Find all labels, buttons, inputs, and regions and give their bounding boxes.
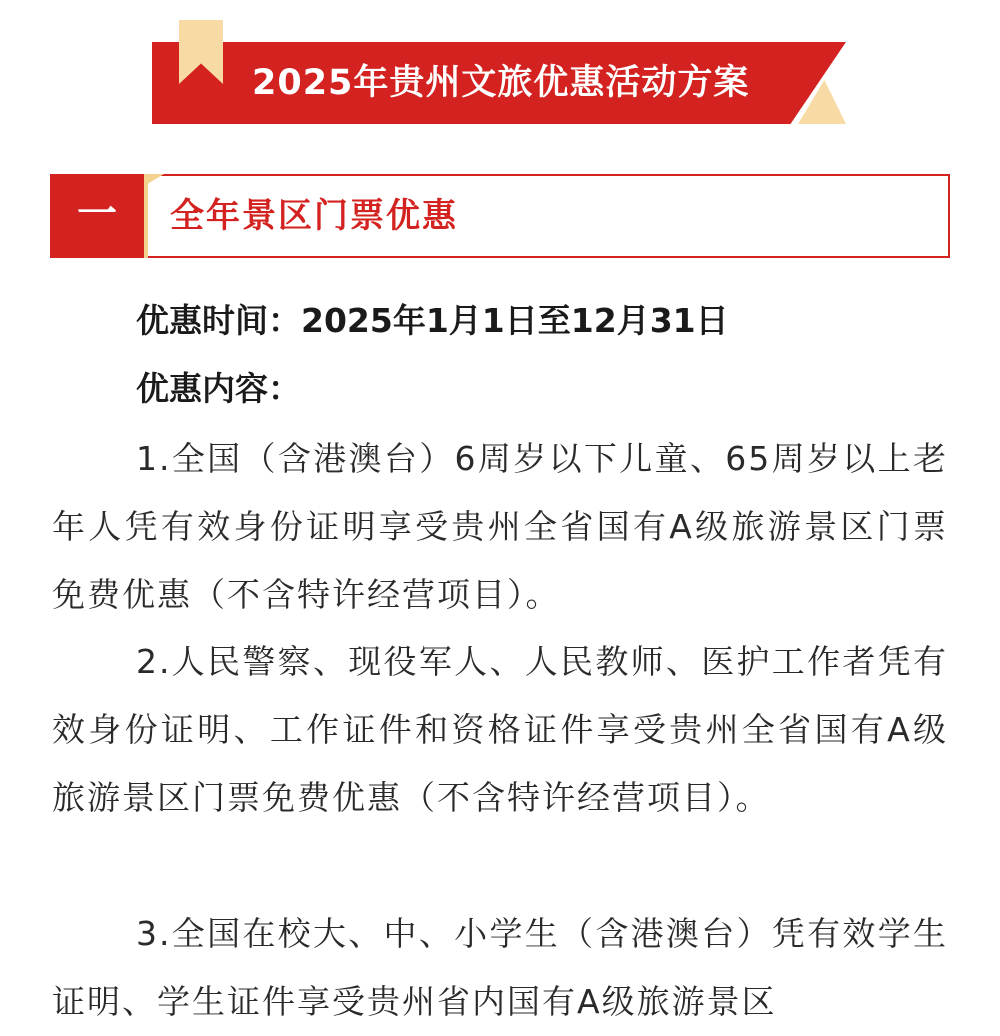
section-header	[50, 174, 950, 258]
discount-content-label: 优惠内容：	[136, 369, 301, 408]
page-title: 2025年贵州文旅优惠活动方案	[252, 63, 750, 103]
section-title: 全年景区门票优惠	[170, 196, 458, 236]
paragraph-1: 1.全国（含港澳台）6周岁以下儿童、65周岁以上老年人凭有效身份证明享受贵州全省国有A级旅游景区门票免费优惠（不含特许经营项目）。	[52, 439, 948, 614]
discount-labels	[136, 296, 936, 432]
section-accent-bar	[144, 174, 148, 258]
paragraph-3: 3.全国在校大、中、小学生（含港澳台）凭有效学生证明、学生证件享受贵州省内国有A级旅游景区	[52, 914, 948, 1021]
section-accent-corner	[144, 174, 164, 186]
title-banner	[152, 42, 846, 124]
section-number: 一	[50, 174, 144, 258]
paragraph-2: 2.人民警察、现役军人、人民教师、医护工作者凭有效身份证明、工作证件和资格证件享受贵州全省国有A级旅游景区门票免费优惠（不含特许经营项目）。	[52, 642, 948, 817]
discount-time-label: 优惠时间：2025年1月1日至12月31日	[136, 301, 729, 340]
